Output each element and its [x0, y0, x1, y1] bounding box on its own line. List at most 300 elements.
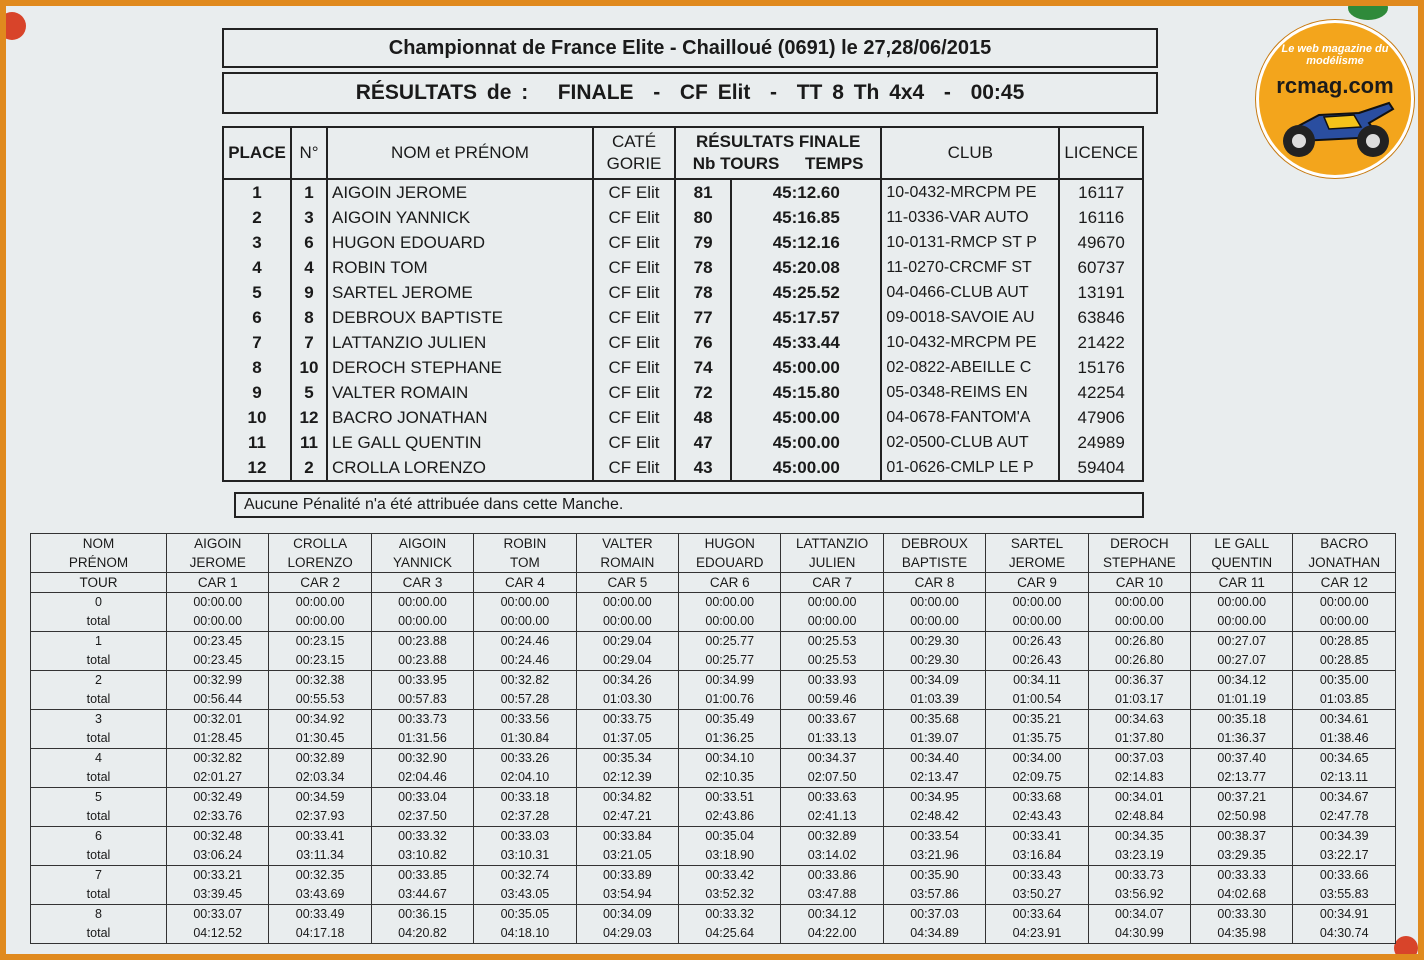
lap-total-row-cell: 03:10.31 — [474, 846, 576, 866]
lap-time-row-cell: 00:00.00 — [474, 593, 576, 613]
lap-total-row-cell: 00:00.00 — [576, 612, 678, 632]
lap-time-row-cell: 00:23.88 — [371, 632, 473, 652]
result-row — [223, 205, 1143, 230]
result-place: 1 — [223, 179, 291, 205]
result-laps: 81 — [675, 179, 731, 205]
lap-time-row-cell: 00:35.04 — [679, 827, 781, 847]
result-row — [223, 380, 1143, 405]
result-licence: 63846 — [1059, 305, 1143, 330]
result-number: 1 — [291, 179, 327, 205]
result-number: 9 — [291, 280, 327, 305]
driver-lastname-row-cell: BACRO — [1293, 534, 1396, 554]
lap-time-row-cell: 00:00.00 — [883, 593, 985, 613]
result-club: 02-0500-CLUB AUT — [881, 430, 1059, 455]
result-place: 9 — [223, 380, 291, 405]
lap-time-row-cell: 00:32.01 — [167, 710, 269, 730]
driver-lastname-row-cell: SARTEL — [986, 534, 1088, 554]
lap-total-row-cell: 00:29.04 — [576, 651, 678, 671]
lap-total-row-cell: 02:09.75 — [986, 768, 1088, 788]
result-club: 10-0432-MRCPM PE — [881, 330, 1059, 355]
lap-time-row-cell: 00:29.04 — [576, 632, 678, 652]
lap-time-row — [31, 866, 1396, 886]
lap-time-row-cell: 00:33.42 — [679, 866, 781, 886]
lap-time-row-cell: 00:33.33 — [1191, 866, 1293, 886]
car-number-row-cell: CAR 6 — [679, 573, 781, 593]
lap-time-row-cell: 00:00.00 — [1293, 593, 1396, 613]
lap-total-row-label: total — [31, 768, 167, 788]
result-name: DEBROUX BAPTISTE — [327, 305, 593, 330]
lap-total-row-cell: 03:29.35 — [1191, 846, 1293, 866]
lap-total-row-cell: 04:29.03 — [576, 924, 678, 944]
lap-total-row-cell: 00:00.00 — [167, 612, 269, 632]
driver-lastname-row-cell: ROBIN — [474, 534, 576, 554]
lap-time-row-cell: 00:33.56 — [474, 710, 576, 730]
lap-time-row-cell: 00:34.82 — [576, 788, 678, 808]
lap-total-row-label: total — [31, 924, 167, 944]
lap-time-row-cell: 00:37.03 — [1088, 749, 1190, 769]
lap-total-row-cell: 02:04.46 — [371, 768, 473, 788]
lap-time-row-cell: 00:34.91 — [1293, 905, 1396, 925]
lap-total-row-cell: 03:21.96 — [883, 846, 985, 866]
result-category: CF Elit — [593, 179, 675, 205]
lap-time-row-cell: 00:00.00 — [167, 593, 269, 613]
lap-time-row-label: 2 — [31, 671, 167, 691]
lap-time-row-cell: 00:34.40 — [883, 749, 985, 769]
lap-total-row-cell: 03:18.90 — [679, 846, 781, 866]
lap-total-row — [31, 924, 1396, 944]
lap-time-row-cell: 00:32.82 — [167, 749, 269, 769]
lap-time-row-cell: 00:25.53 — [781, 632, 883, 652]
lap-time-row-cell: 00:33.18 — [474, 788, 576, 808]
result-club: 11-0270-CRCMF ST — [881, 255, 1059, 280]
lap-total-row-cell: 02:07.50 — [781, 768, 883, 788]
result-row — [223, 355, 1143, 380]
lap-time-row-cell: 00:33.04 — [371, 788, 473, 808]
lap-total-row-cell: 03:23.19 — [1088, 846, 1190, 866]
lap-time-row-cell: 00:33.67 — [781, 710, 883, 730]
lap-time-row-cell: 00:33.84 — [576, 827, 678, 847]
lap-time-row-label: 5 — [31, 788, 167, 808]
lap-total-row-cell: 01:03.39 — [883, 690, 985, 710]
lap-time-row-cell: 00:33.41 — [269, 827, 371, 847]
lap-time-row-cell: 00:26.80 — [1088, 632, 1190, 652]
result-category: CF Elit — [593, 430, 675, 455]
lap-total-row-cell: 02:48.84 — [1088, 807, 1190, 827]
lap-time-row-cell: 00:33.03 — [474, 827, 576, 847]
col-place: PLACE — [223, 127, 291, 179]
penalty-note: Aucune Pénalité n'a été attribuée dans cette Manche. — [234, 492, 1144, 518]
lap-time-row-cell: 00:26.43 — [986, 632, 1088, 652]
result-time: 45:16.85 — [731, 205, 881, 230]
lap-time-row-cell: 00:32.48 — [167, 827, 269, 847]
lap-time-row-cell: 00:25.77 — [679, 632, 781, 652]
lap-total-row-cell: 02:43.43 — [986, 807, 1088, 827]
lap-total-row-cell: 04:17.18 — [269, 924, 371, 944]
lap-total-row-cell: 00:57.28 — [474, 690, 576, 710]
lap-total-row-cell: 01:03.17 — [1088, 690, 1190, 710]
result-row — [223, 430, 1143, 455]
lap-total-row-cell: 00:00.00 — [371, 612, 473, 632]
lap-time-row — [31, 710, 1396, 730]
lap-total-row-cell: 01:35.75 — [986, 729, 1088, 749]
result-place: 3 — [223, 230, 291, 255]
lap-time-row-cell: 00:35.05 — [474, 905, 576, 925]
lap-time-row-cell: 00:33.26 — [474, 749, 576, 769]
col-final-results: RÉSULTATS FINALE Nb TOURS TEMPS — [675, 127, 881, 179]
lap-time-row-cell: 00:29.30 — [883, 632, 985, 652]
lap-time-row-cell: 00:33.66 — [1293, 866, 1396, 886]
result-row — [223, 280, 1143, 305]
result-name: SARTEL JEROME — [327, 280, 593, 305]
result-laps: 78 — [675, 280, 731, 305]
car-number-row-cell: CAR 11 — [1191, 573, 1293, 593]
result-licence: 60737 — [1059, 255, 1143, 280]
result-laps: 72 — [675, 380, 731, 405]
lap-total-row-label: total — [31, 612, 167, 632]
driver-lastname-row-label: NOM — [31, 534, 167, 554]
result-number: 7 — [291, 330, 327, 355]
driver-lastname-row-cell: LE GALL — [1191, 534, 1293, 554]
lap-total-row-cell: 03:56.92 — [1088, 885, 1190, 905]
driver-firstname-row-cell: TOM — [474, 553, 576, 573]
lap-time-row-cell: 00:34.26 — [576, 671, 678, 691]
result-number: 12 — [291, 405, 327, 430]
result-time: 45:33.44 — [731, 330, 881, 355]
lap-time-row-label: 3 — [31, 710, 167, 730]
lap-total-row-cell: 02:01.27 — [167, 768, 269, 788]
car-number-row-cell: CAR 2 — [269, 573, 371, 593]
lap-time-row-cell: 00:34.11 — [986, 671, 1088, 691]
lap-total-row-cell: 02:13.47 — [883, 768, 985, 788]
result-club: 11-0336-VAR AUTO — [881, 205, 1059, 230]
lap-total-row — [31, 612, 1396, 632]
lap-total-row-cell: 03:14.02 — [781, 846, 883, 866]
driver-firstname-row-cell: ROMAIN — [576, 553, 678, 573]
result-name: CROLLA LORENZO — [327, 455, 593, 481]
lap-time-row-cell: 00:34.10 — [679, 749, 781, 769]
result-laps: 77 — [675, 305, 731, 330]
lap-total-row-cell: 04:18.10 — [474, 924, 576, 944]
lap-total-row-cell: 00:26.43 — [986, 651, 1088, 671]
lap-total-row-cell: 00:23.15 — [269, 651, 371, 671]
lap-total-row-cell: 03:52.32 — [679, 885, 781, 905]
driver-firstname-row-cell: JEROME — [167, 553, 269, 573]
result-laps: 48 — [675, 405, 731, 430]
result-category: CF Elit — [593, 355, 675, 380]
lap-total-row-cell: 04:23.91 — [986, 924, 1088, 944]
lap-total-row-cell: 02:50.98 — [1191, 807, 1293, 827]
lap-total-row-cell: 03:06.24 — [167, 846, 269, 866]
result-category: CF Elit — [593, 255, 675, 280]
lap-total-row-cell: 04:25.64 — [679, 924, 781, 944]
lap-time-row-cell: 00:34.59 — [269, 788, 371, 808]
result-name: ROBIN TOM — [327, 255, 593, 280]
lap-total-row-cell: 04:30.74 — [1293, 924, 1396, 944]
driver-lastname-row-cell: HUGON — [679, 534, 781, 554]
result-place: 8 — [223, 355, 291, 380]
lap-total-row-cell: 00:59.46 — [781, 690, 883, 710]
result-category: CF Elit — [593, 230, 675, 255]
lap-total-row-cell: 03:50.27 — [986, 885, 1088, 905]
lap-total-row-cell: 01:37.80 — [1088, 729, 1190, 749]
car-number-row-cell: CAR 12 — [1293, 573, 1396, 593]
lap-total-row-cell: 01:30.84 — [474, 729, 576, 749]
lap-time-row-cell: 00:32.90 — [371, 749, 473, 769]
lap-time-row-label: 0 — [31, 593, 167, 613]
lap-time-row-cell: 00:35.49 — [679, 710, 781, 730]
lap-total-row-cell: 03:11.34 — [269, 846, 371, 866]
lap-total-row-cell: 01:30.45 — [269, 729, 371, 749]
lap-total-row-cell: 03:22.17 — [1293, 846, 1396, 866]
lap-time-row-cell: 00:00.00 — [269, 593, 371, 613]
result-time: 45:00.00 — [731, 455, 881, 481]
rc-buggy-icon — [1269, 93, 1401, 163]
lap-total-row-cell: 04:20.82 — [371, 924, 473, 944]
results-subtitle: RÉSULTATS de : FINALE - CF Elit - TT 8 Th 4x4 - 00:45 — [222, 72, 1158, 114]
result-licence: 13191 — [1059, 280, 1143, 305]
result-club: 04-0678-FANTOM'A — [881, 405, 1059, 430]
result-name: AIGOIN JEROME — [327, 179, 593, 205]
final-results-table — [222, 126, 1144, 482]
result-laps: 43 — [675, 455, 731, 481]
driver-lastname-row-cell: DEBROUX — [883, 534, 985, 554]
lap-time-row-cell: 00:36.37 — [1088, 671, 1190, 691]
result-time: 45:15.80 — [731, 380, 881, 405]
lap-total-row-cell: 00:24.46 — [474, 651, 576, 671]
result-number: 3 — [291, 205, 327, 230]
lap-time-row-cell: 00:35.21 — [986, 710, 1088, 730]
lap-total-row-cell: 03:43.69 — [269, 885, 371, 905]
result-licence: 49670 — [1059, 230, 1143, 255]
lap-time-row-cell: 00:33.86 — [781, 866, 883, 886]
col-licence: LICENCE — [1059, 127, 1143, 179]
lap-time-row — [31, 749, 1396, 769]
driver-lastname-row-cell: DEROCH — [1088, 534, 1190, 554]
lap-time-row-cell: 00:33.54 — [883, 827, 985, 847]
green-pin-icon — [1348, 6, 1388, 20]
lap-time-row-cell: 00:34.09 — [576, 905, 678, 925]
lap-total-row-cell: 02:12.39 — [576, 768, 678, 788]
lap-total-row-cell: 00:28.85 — [1293, 651, 1396, 671]
lap-total-row-label: total — [31, 885, 167, 905]
lap-total-row-cell: 02:37.50 — [371, 807, 473, 827]
lap-time-row-cell: 00:34.12 — [781, 905, 883, 925]
result-time: 45:12.60 — [731, 179, 881, 205]
lap-time-row — [31, 671, 1396, 691]
car-number-row-cell: CAR 4 — [474, 573, 576, 593]
driver-firstname-row-cell: STEPHANE — [1088, 553, 1190, 573]
lap-time-row-cell: 00:34.95 — [883, 788, 985, 808]
result-time: 45:25.52 — [731, 280, 881, 305]
result-club: 01-0626-CMLP LE P — [881, 455, 1059, 481]
result-number: 4 — [291, 255, 327, 280]
lap-time-row-cell: 00:34.12 — [1191, 671, 1293, 691]
lap-total-row-cell: 04:12.52 — [167, 924, 269, 944]
car-number-row-label: TOUR — [31, 573, 167, 593]
lap-total-row — [31, 807, 1396, 827]
lap-total-row-cell: 00:25.77 — [679, 651, 781, 671]
lap-time-row-cell: 00:33.73 — [371, 710, 473, 730]
driver-firstname-row-cell: YANNICK — [371, 553, 473, 573]
lap-time-row-cell: 00:33.21 — [167, 866, 269, 886]
lap-time-row-cell: 00:33.32 — [371, 827, 473, 847]
lap-time-row-cell: 00:23.45 — [167, 632, 269, 652]
lap-time-row-cell: 00:32.82 — [474, 671, 576, 691]
result-number: 6 — [291, 230, 327, 255]
lap-total-row-cell: 04:30.99 — [1088, 924, 1190, 944]
result-time: 45:00.00 — [731, 430, 881, 455]
lap-total-row-cell: 00:23.45 — [167, 651, 269, 671]
lap-time-row-label: 8 — [31, 905, 167, 925]
lap-time-row-cell: 00:34.92 — [269, 710, 371, 730]
lap-total-row-cell: 03:21.05 — [576, 846, 678, 866]
col-laps: Nb TOURS — [692, 154, 780, 173]
result-laps: 80 — [675, 205, 731, 230]
car-number-row-cell: CAR 9 — [986, 573, 1088, 593]
result-licence: 16117 — [1059, 179, 1143, 205]
driver-firstname-row — [31, 553, 1396, 573]
lap-time-row-cell: 00:33.43 — [986, 866, 1088, 886]
lap-total-row — [31, 846, 1396, 866]
lap-total-row-cell: 01:00.54 — [986, 690, 1088, 710]
lap-total-row-cell: 01:36.37 — [1191, 729, 1293, 749]
lap-total-row-cell: 00:00.00 — [1293, 612, 1396, 632]
lap-total-row-cell: 02:47.21 — [576, 807, 678, 827]
lap-time-row-cell: 00:35.00 — [1293, 671, 1396, 691]
result-club: 02-0822-ABEILLE C — [881, 355, 1059, 380]
lap-time-row-cell: 00:33.85 — [371, 866, 473, 886]
lap-total-row-cell: 00:56.44 — [167, 690, 269, 710]
lap-total-row-cell: 00:00.00 — [781, 612, 883, 632]
result-laps: 78 — [675, 255, 731, 280]
lap-total-row-cell: 02:48.42 — [883, 807, 985, 827]
lap-time-row-cell: 00:34.00 — [986, 749, 1088, 769]
result-place: 4 — [223, 255, 291, 280]
lap-total-row-cell: 00:00.00 — [883, 612, 985, 632]
lap-time-row-label: 6 — [31, 827, 167, 847]
lap-time-row-cell: 00:33.32 — [679, 905, 781, 925]
lap-total-row-cell: 00:00.00 — [679, 612, 781, 632]
lap-total-row-cell: 00:00.00 — [269, 612, 371, 632]
lap-time-row-cell: 00:33.75 — [576, 710, 678, 730]
lap-total-row-label: total — [31, 807, 167, 827]
col-number: N° — [291, 127, 327, 179]
lap-time-row-cell: 00:35.18 — [1191, 710, 1293, 730]
lap-time-row-cell: 00:23.15 — [269, 632, 371, 652]
lap-total-row-cell: 03:47.88 — [781, 885, 883, 905]
driver-lastname-row-cell: VALTER — [576, 534, 678, 554]
logo-brand: rcmag.com — [1276, 73, 1394, 98]
result-club: 05-0348-REIMS EN — [881, 380, 1059, 405]
result-place: 5 — [223, 280, 291, 305]
lap-total-row-cell: 04:35.98 — [1191, 924, 1293, 944]
car-number-row — [31, 573, 1396, 593]
lap-time-row — [31, 593, 1396, 613]
lap-total-row-label: total — [31, 651, 167, 671]
result-category: CF Elit — [593, 330, 675, 355]
lap-time-row-cell: 00:33.64 — [986, 905, 1088, 925]
lap-time-row-cell: 00:34.01 — [1088, 788, 1190, 808]
lap-total-row — [31, 651, 1396, 671]
col-club: CLUB — [881, 127, 1059, 179]
lap-total-row-cell: 04:22.00 — [781, 924, 883, 944]
lap-total-row-cell: 00:29.30 — [883, 651, 985, 671]
lap-total-row-cell: 02:41.13 — [781, 807, 883, 827]
car-number-row-cell: CAR 7 — [781, 573, 883, 593]
lap-total-row-label: total — [31, 846, 167, 866]
driver-lastname-row-cell: AIGOIN — [167, 534, 269, 554]
result-laps: 47 — [675, 430, 731, 455]
lap-time-row-cell: 00:33.51 — [679, 788, 781, 808]
result-licence: 42254 — [1059, 380, 1143, 405]
lap-total-row-cell: 00:25.53 — [781, 651, 883, 671]
driver-firstname-row-cell: QUENTIN — [1191, 553, 1293, 573]
driver-firstname-row-cell: EDOUARD — [679, 553, 781, 573]
lap-total-row-cell: 00:23.88 — [371, 651, 473, 671]
lap-time-row-cell: 00:32.89 — [269, 749, 371, 769]
lap-total-row-cell: 00:55.53 — [269, 690, 371, 710]
lap-total-row-cell: 01:03.85 — [1293, 690, 1396, 710]
lap-total-row-cell: 04:02.68 — [1191, 885, 1293, 905]
lap-time-row-cell: 00:34.67 — [1293, 788, 1396, 808]
result-laps: 76 — [675, 330, 731, 355]
driver-lastname-row — [31, 534, 1396, 554]
lap-total-row — [31, 690, 1396, 710]
driver-firstname-row-cell: JEROME — [986, 553, 1088, 573]
result-row — [223, 455, 1143, 481]
result-row — [223, 179, 1143, 205]
result-time: 45:12.16 — [731, 230, 881, 255]
lap-total-row-cell: 03:16.84 — [986, 846, 1088, 866]
result-name: HUGON EDOUARD — [327, 230, 593, 255]
result-name: AIGOIN YANNICK — [327, 205, 593, 230]
result-category: CF Elit — [593, 305, 675, 330]
result-row — [223, 305, 1143, 330]
lap-time-row-cell: 00:32.35 — [269, 866, 371, 886]
red-pin-icon — [6, 12, 26, 40]
lap-time-row-cell: 00:34.61 — [1293, 710, 1396, 730]
lap-total-row-cell: 00:00.00 — [474, 612, 576, 632]
lap-time-row-cell: 00:35.90 — [883, 866, 985, 886]
lap-time-row — [31, 632, 1396, 652]
lap-time-row — [31, 905, 1396, 925]
lap-time-row-cell: 00:32.99 — [167, 671, 269, 691]
result-club: 04-0466-CLUB AUT — [881, 280, 1059, 305]
result-time: 45:17.57 — [731, 305, 881, 330]
lap-total-row-cell: 01:03.30 — [576, 690, 678, 710]
driver-firstname-row-cell: JULIEN — [781, 553, 883, 573]
result-name: LE GALL QUENTIN — [327, 430, 593, 455]
lap-total-row-cell: 01:38.46 — [1293, 729, 1396, 749]
lap-total-row-cell: 03:57.86 — [883, 885, 985, 905]
lap-time-row-cell: 00:32.38 — [269, 671, 371, 691]
result-row — [223, 230, 1143, 255]
result-name: BACRO JONATHAN — [327, 405, 593, 430]
result-category: CF Elit — [593, 455, 675, 481]
driver-firstname-row-cell: JONATHAN — [1293, 553, 1396, 573]
result-club: 09-0018-SAVOIE AU — [881, 305, 1059, 330]
result-licence: 59404 — [1059, 455, 1143, 481]
result-row — [223, 405, 1143, 430]
event-title: Championnat de France Elite - Chailloué (0691) le 27,28/06/2015 — [222, 28, 1158, 68]
lap-total-row-cell: 00:00.00 — [1088, 612, 1190, 632]
result-club: 10-0432-MRCPM PE — [881, 179, 1059, 205]
result-laps: 79 — [675, 230, 731, 255]
lap-total-row-cell: 01:36.25 — [679, 729, 781, 749]
lap-time-row-cell: 00:33.93 — [781, 671, 883, 691]
lap-total-row-cell: 01:01.19 — [1191, 690, 1293, 710]
result-licence: 21422 — [1059, 330, 1143, 355]
